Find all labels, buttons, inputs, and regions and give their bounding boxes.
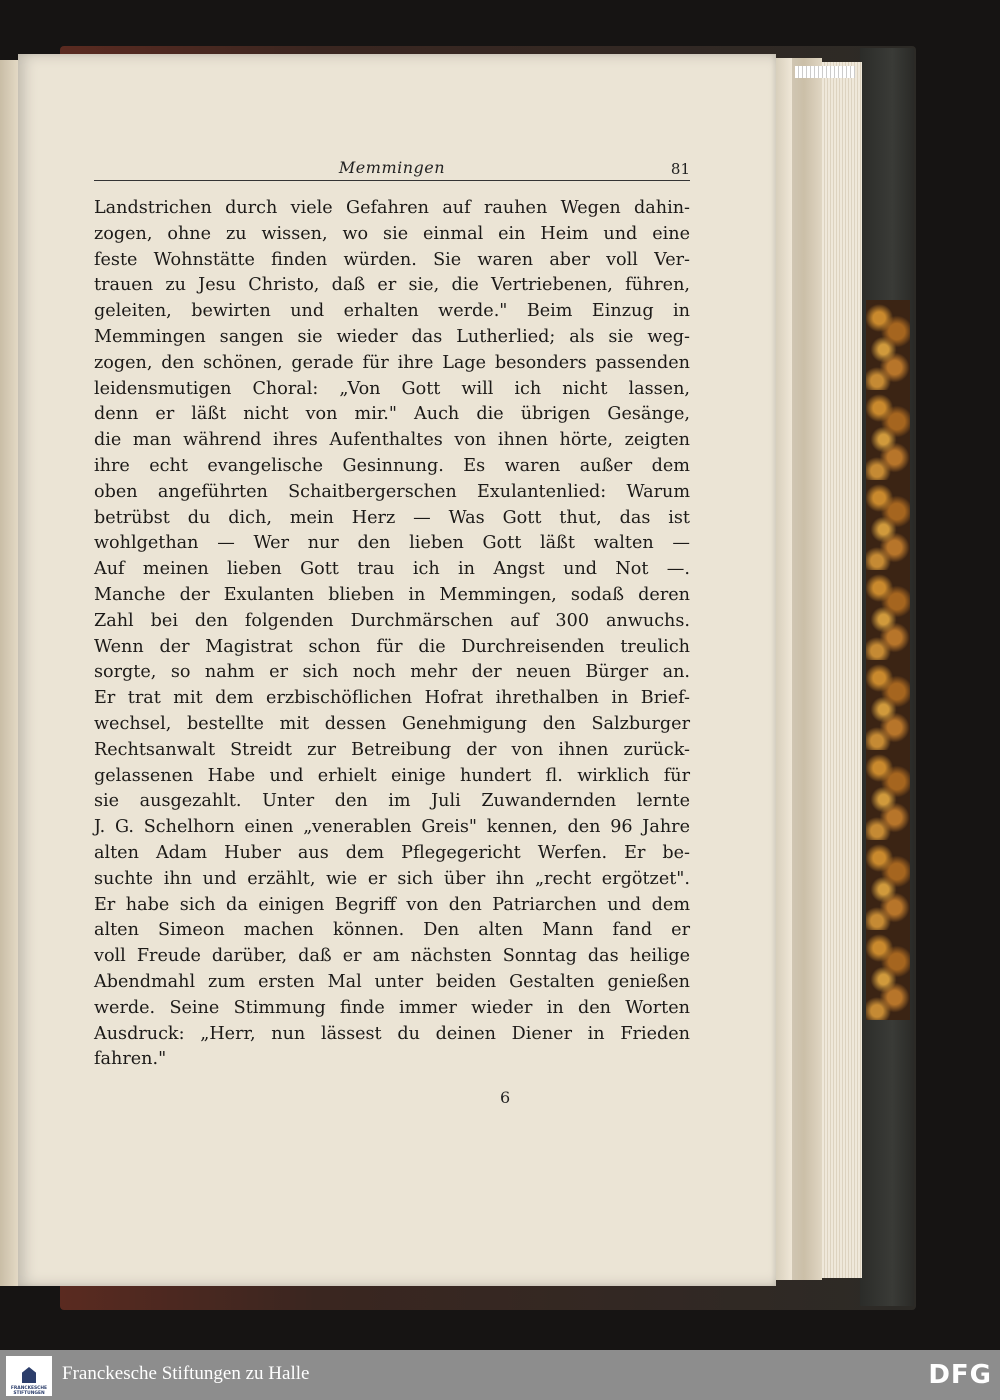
left-page-sliver (0, 60, 20, 1286)
page-number-top: 81 (670, 160, 690, 178)
header-rule (94, 180, 690, 181)
text-line: gelassenen Habe und erhielt einige hundert fl. wirklich für (94, 765, 690, 786)
text-line: Er trat mit dem erzbischöflichen Hofrat ihrethalben in Brief- (94, 688, 690, 709)
text-line: sorgte, so nahm er sich noch mehr der neuen Bürger an. (94, 662, 690, 683)
text-line: trauen zu Jesu Christo, daß er sie, die Vertriebenen, führen, (94, 275, 690, 296)
body-text (94, 196, 690, 1073)
running-head-title: Memmingen (338, 158, 446, 177)
text-line: Ausdruck: „Herr, nun lässest du deinen Diener in Frieden (94, 1023, 690, 1044)
text-line: ihre echt evangelische Gesinnung. Es waren außer dem (94, 455, 690, 476)
footer-bar (0, 1350, 1000, 1400)
text-line: werde. Seine Stimmung finde immer wieder in den Worten (94, 997, 690, 1018)
text-line: denn er läßt nicht von mir." Auch die übrigen Gesänge, (94, 404, 690, 425)
text-line: alten Adam Huber aus dem Pflegegericht Werfen. Er be- (94, 842, 690, 863)
text-line: oben angeführten Schaitbergerschen Exulantenlied: Warum (94, 481, 690, 502)
logo-text-1: FRANCKESCHE (10, 1386, 48, 1391)
text-line: Wenn der Magistrat schon für die Durchreisenden treulich (94, 636, 690, 657)
text-line: leidensmutigen Choral: „Von Gott will ich nicht lassen, (94, 378, 690, 399)
footer-title[interactable]: Franckesche Stiftungen zu Halle (62, 1363, 310, 1384)
text-line: Er habe sich da einigen Begriff von den Patriarchen und dem (94, 894, 690, 915)
text-line: J. G. Schelhorn einen „venerablen Greis" kennen, den 96 Jahre (94, 817, 690, 838)
text-line: sie ausgezahlt. Unter den im Juli Zuwandernden lernte (94, 791, 690, 812)
page-edge (776, 58, 792, 1280)
logo-text-2: STIFTUNGEN (13, 1391, 45, 1396)
text-line: Rechtsanwalt Streidt zur Betreibung der von ihnen zurück- (94, 739, 690, 760)
text-line: suchte ihn und erzählt, wie er sich über ihn „recht ergötzet". (94, 868, 690, 889)
building-icon (22, 1367, 36, 1383)
text-line: die man während ihres Aufenthaltes von ihnen hörte, zeigten (94, 430, 690, 451)
text-line: fahren." (94, 1049, 167, 1070)
text-line: Manche der Exulanten blieben in Memmingen, sodaß deren (94, 584, 690, 605)
text-line: geleiten, bewirten und erhalten werde." Beim Einzug in (94, 301, 690, 322)
text-line: zogen, den schönen, gerade für ihre Lage besonders passenden (94, 352, 690, 373)
running-header (94, 158, 690, 182)
text-line: wohlgethan — Wer nur den lieben Gott läßt walten — (94, 533, 690, 554)
text-line: wechsel, bestellte mit dessen Genehmigung den Salzburger (94, 713, 690, 734)
text-line: Abendmahl zum ersten Mal unter beiden Gestalten genießen (94, 971, 690, 992)
page-number-bottom: 6 (500, 1088, 511, 1107)
dfg-logo[interactable]: DFG (928, 1360, 992, 1390)
text-line: feste Wohnstätte finden würden. Sie waren aber voll Ver- (94, 249, 690, 270)
page-edge (822, 62, 862, 1278)
page-edge (792, 58, 822, 1280)
text-line: Landstrichen durch viele Gefahren auf rauhen Wegen dahin- (94, 198, 690, 218)
marbled-edge (866, 300, 910, 1020)
text-line: alten Simeon machen können. Den alten Mann fand er (94, 920, 690, 941)
page-edge-strip (795, 66, 855, 78)
text-line: zogen, ohne zu wissen, wo sie einmal ein Heim und eine (94, 223, 690, 244)
text-line: Memmingen sangen sie wieder das Lutherlied; als sie weg- (94, 326, 690, 347)
franckesche-logo[interactable] (6, 1356, 52, 1396)
text-line: betrübst du dich, mein Herz — Was Gott thut, das ist (94, 507, 690, 528)
text-line: Zahl bei den folgenden Durchmärschen auf 300 anwuchs. (94, 610, 690, 631)
text-line: Auf meinen lieben Gott trau ich in Angst und Not —. (94, 559, 690, 580)
text-line: voll Freude darüber, daß er am nächsten Sonntag das heilige (94, 946, 690, 967)
